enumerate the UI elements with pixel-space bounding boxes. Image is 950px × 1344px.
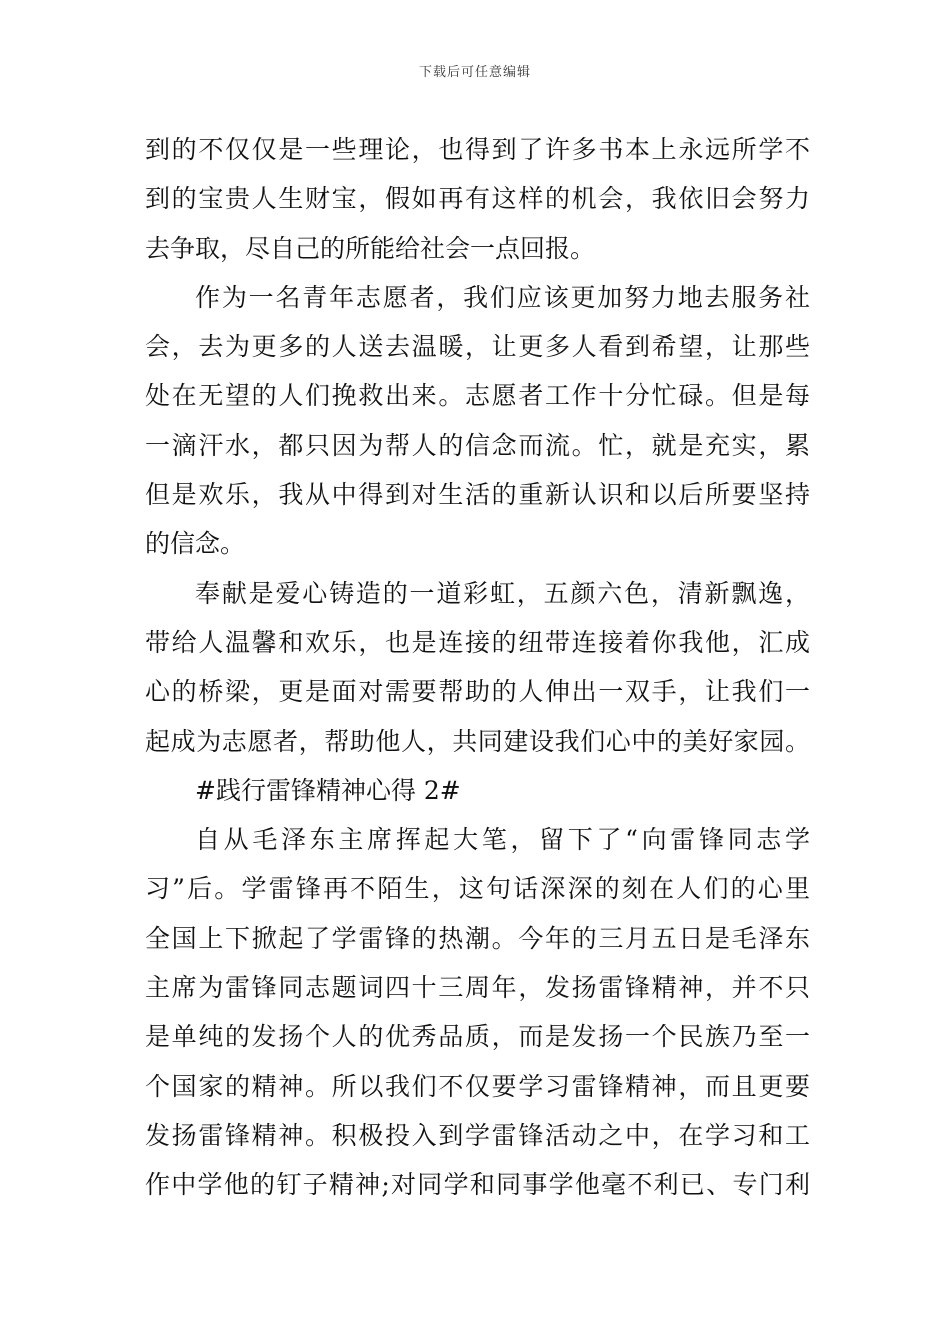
document-body <box>145 125 810 1210</box>
text-line: 作中学他的钉子精神;对同学和同事学他毫不利已、专门利 <box>145 1170 810 1200</box>
text-line: 处在无望的人们挽救出来。志愿者工作十分忙碌。但是每 <box>145 381 810 411</box>
text-line: 但是欢乐，我从中得到对生活的重新认识和以后所要坚持 <box>145 480 810 510</box>
text-line: 习”后。学雷锋再不陌生，这句话深深的刻在人们的心里 <box>145 874 810 904</box>
paragraph-start-line: 自从毛泽东主席挥起大笔，留下了“向雷锋同志学 <box>195 825 810 855</box>
text-line: 到的不仅仅是一些理论，也得到了许多书本上永远所学不 <box>145 135 810 164</box>
text-line: 主席为雷锋同志题词四十三周年，发扬雷锋精神，并不只 <box>145 973 810 1003</box>
text-line: 一滴汗水，都只因为帮人的信念而流。忙，就是充实，累 <box>145 430 810 460</box>
paragraph-start-line: 作为一名青年志愿者，我们应该更加努力地去服务社 <box>195 282 810 312</box>
page-header: 下载后可任意编辑 <box>418 65 531 80</box>
text-line: 个国家的精神。所以我们不仅要学习雷锋精神，而且更要 <box>145 1071 810 1101</box>
text-line: 全国上下掀起了学雷锋的热潮。今年的三月五日是毛泽东 <box>145 923 810 953</box>
text-line: 去争取，尽自己的所能给社会一点回报。 <box>145 233 596 263</box>
text-line: 到的宝贵人生财宝，假如再有这样的机会，我依旧会努力 <box>145 184 810 214</box>
text-line: 是单纯的发扬个人的优秀品质，而是发扬一个民族乃至一 <box>145 1022 810 1052</box>
text-line: 起成为志愿者，帮助他人，共同建设我们心中的美好家园。 <box>145 726 810 756</box>
text-line: 带给人温馨和欢乐，也是连接的纽带连接着你我他，汇成 <box>145 627 810 657</box>
text-line: 会，去为更多的人送去温暖，让更多人看到希望，让那些 <box>145 332 810 362</box>
paragraph-start-line: 奉献是爱心铸造的一道彩虹，五颜六色，清新飘逸， <box>195 578 810 608</box>
text-line: 的信念。 <box>145 529 246 559</box>
text-line: 发扬雷锋精神。积极投入到学雷锋活动之中，在学习和工 <box>145 1120 810 1150</box>
text-line: 心的桥梁，更是面对需要帮助的人伸出一双手，让我们一 <box>145 677 810 707</box>
section-heading: #践行雷锋精神心得 2# <box>195 775 461 805</box>
